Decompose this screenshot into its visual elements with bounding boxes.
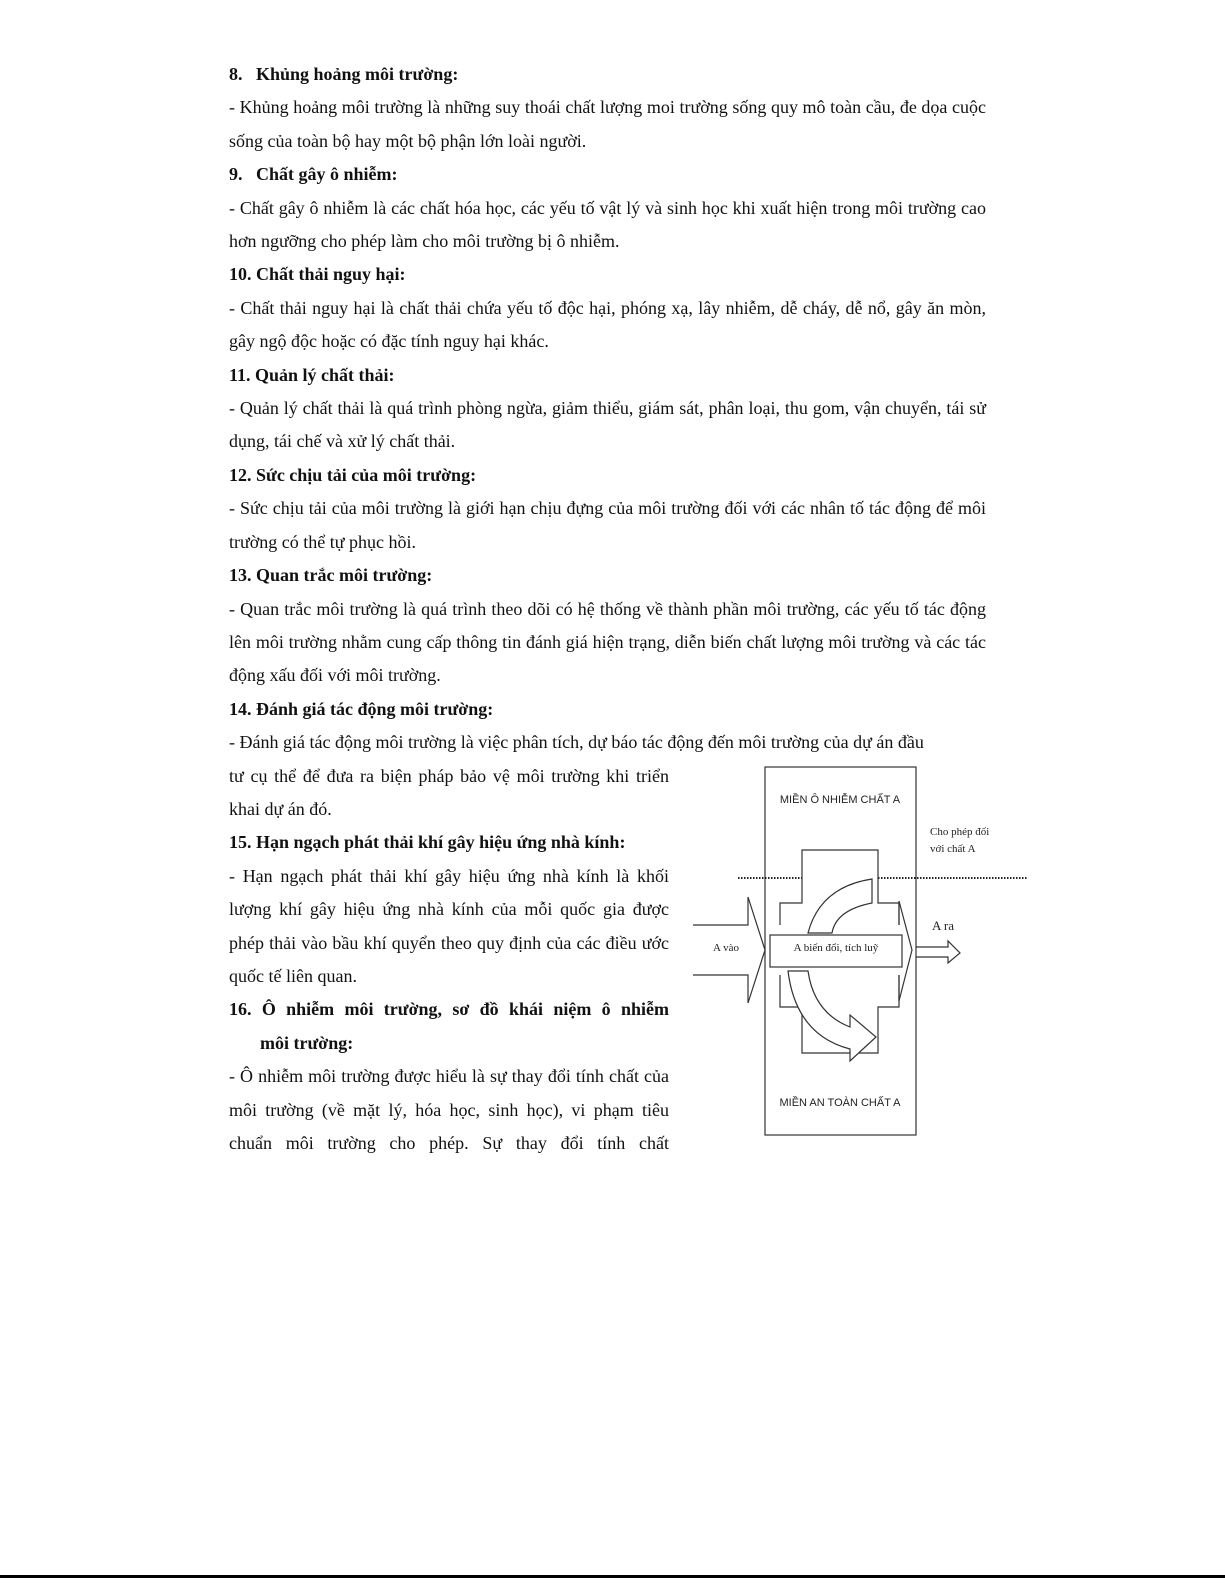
bottom-zone-label: MIỀN AN TOÀN CHẤT A xyxy=(779,1097,901,1109)
output-arrow xyxy=(916,941,960,963)
section-heading-12 xyxy=(229,459,986,492)
section-title-line2: môi trường: xyxy=(260,1032,354,1053)
allowed-label-line2: với chất A xyxy=(930,843,976,855)
section-body-16: - Ô nhiễm môi trường được hiểu là sự thay đổi tính chất của môi trường (về mặt lý, hóa học, sinh học), vi phạm tiêu chuẩn môi trường cho phép. Sự thay đổi tính chất xyxy=(229,1066,669,1153)
upper-curve-arrow xyxy=(808,879,872,933)
section-body-14-narrow: tư cụ thể để đưa ra biện pháp bảo vệ môi trường khi triển khai dự án đó. xyxy=(229,765,669,819)
section-number: 16. xyxy=(229,999,252,1020)
section-title: Khủng hoảng môi trường: xyxy=(256,64,459,84)
section-body-15: - Hạn ngạch phát thải khí gây hiệu ứng nhà kính là khối lượng khí gây hiệu ứng nhà kính của mỗi quốc gia được phép thải vào bầu khí quyển theo quy định của các điều ước quốc tế liên quan. xyxy=(229,865,669,986)
section-title: Sức chịu tải của môi trường: xyxy=(256,464,477,485)
section-body-12: - Sức chịu tải của môi trường là giới hạn chịu đựng của môi trường đối với các nhân tố tác động để môi trường có thể tự phục hồi. xyxy=(229,498,986,552)
section-number: 13. xyxy=(229,565,252,586)
transform-label: A biến đổi, tích luỹ xyxy=(793,942,879,954)
section-heading-11 xyxy=(229,359,986,392)
section-number: 9. xyxy=(229,164,243,185)
section-body-10: - Chất thải nguy hại là chất thải chứa yếu tố độc hại, phóng xạ, lây nhiễm, dễ cháy, dễ nổ, gây ăn mòn, gây ngộ độc hoặc có đặc tính nguy hại khác. xyxy=(229,297,986,352)
section-heading-15 xyxy=(229,826,669,859)
section-title-line1: Ô nhiễm môi trường, sơ đồ khái niệm ô nhiễm xyxy=(261,999,669,1020)
lower-curve-arrow xyxy=(788,971,876,1061)
section-number: 10. xyxy=(229,264,252,285)
section-number: 11. xyxy=(229,364,251,385)
section-heading-16-cont xyxy=(229,1027,700,1060)
section-heading-9 xyxy=(229,158,986,191)
section-body-11: - Quản lý chất thải là quá trình phòng ngừa, giảm thiểu, giám sát, phân loại, thu gom, vận chuyển, tái sử dụng, tái chế và xử lý chất thải. xyxy=(229,398,986,452)
section-number: 8. xyxy=(229,64,243,84)
top-zone-label: MIỀN Ô NHIỄM CHẤT A xyxy=(779,794,901,806)
section-title: Hạn ngạch phát thải khí gây hiệu ứng nhà kính: xyxy=(256,832,626,853)
section-title: Đánh giá tác động môi trường: xyxy=(256,698,494,719)
section-body-8: - Khủng hoảng môi trường là những suy thoái chất lượng moi trường sống quy mô toàn cầu, đe dọa cuộc sống của toàn bộ hay một bộ phận lớn loài người. xyxy=(229,97,986,151)
bottom-rule xyxy=(0,1575,1225,1578)
pollution-concept-diagram xyxy=(690,765,1035,1137)
section-heading-10 xyxy=(229,258,986,291)
section-body-14-wide: - Đánh giá tác động môi trường là việc phân tích, dự báo tác động đến môi trường của dự án đầu xyxy=(229,732,924,753)
section-heading-8 xyxy=(229,58,986,91)
section-heading-16 xyxy=(229,993,669,1026)
allowed-label-line1: Cho phép đối xyxy=(930,826,990,838)
section-number: 15. xyxy=(229,832,252,853)
section-heading-14 xyxy=(229,693,986,726)
section-number: 12. xyxy=(229,464,252,485)
section-title: Chất gây ô nhiễm: xyxy=(256,164,398,185)
diagram-svg xyxy=(690,765,1035,1137)
section-body-9: - Chất gây ô nhiễm là các chất hóa học, các yếu tố vật lý và sinh học khi xuất hiện trong môi trường cao hơn ngưỡng cho phép làm cho môi trường bị ô nhiễm. xyxy=(229,197,986,252)
section-number: 14. xyxy=(229,698,252,719)
section-body-13: - Quan trắc môi trường là quá trình theo dõi có hệ thống về thành phần môi trường, các yếu tố tác động lên môi trường nhằm cung cấp thông tin đánh giá hiện trạng, diễn biến chất lượng môi trường và các tác động xấu đối với môi trường. xyxy=(229,598,986,686)
section-title: Quản lý chất thải: xyxy=(255,364,395,385)
section-title: Chất thải nguy hại: xyxy=(256,264,406,285)
section-heading-13 xyxy=(229,559,986,592)
input-label: A vào xyxy=(713,942,739,954)
section-title: Quan trắc môi trường: xyxy=(256,565,433,586)
output-label: A ra xyxy=(932,918,955,933)
